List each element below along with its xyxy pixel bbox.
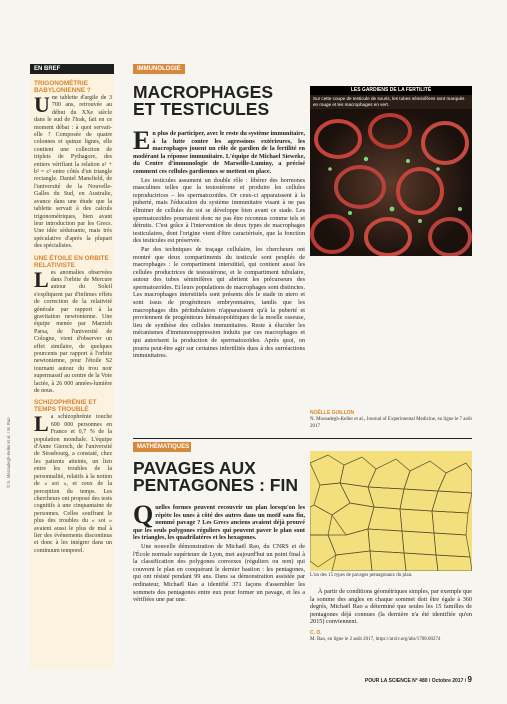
figure-testis-section <box>310 86 472 256</box>
figure-title: LES GARDIENS DE LA FERTILITÉ <box>310 86 472 95</box>
article1-reference: N. Mossadegh-Keller et al., Journal of Experimental Medicine, en ligne le 7 août 2017 <box>310 417 472 429</box>
section-divider <box>133 438 472 439</box>
brief-text-2: Les anomalies observées dans l'orbite de Mercure autour du Soleil s'expliquent par d'infimes effets de correction de la relativité générale par rapport à la gravitation newtonienne. Une équipe menée par Marzieh Parsa, de l'université de Cologne, vient d'observer un effet similaire, de quelques pourcents par rapport à l'orbite newtonienne, pour l'étoile S2 tournant autour du trou noir supermassif au centre de la Voie lactée, à 26 000 années-lumière de nous. <box>34 266 112 395</box>
article2-col1 <box>133 500 305 604</box>
article1-para3: Par des techniques de traçage cellulaire, les chercheurs ont montré que deux compartiments du testicule sont peuplés de macrophages : le compartiment interstitiel, qui contient aussi les cellules productrices de testostérone, et le compartiment tubulaire, autour des tubes séminifères qui abritent les précurseurs des spermatozoïdes. Et leurs populations de macrophages sont distinctes. Les macrophages interstitiels sont présents dès le stade in utero et sont issus de progéniteurs embryonnaires, tandis que les macrophages dits péritubulaires n'apparaissent qu'à la puberté et proviennent de progéniteurs hématopoïétiques de la moelle osseuse, lieu de synthèse des cellules immunitaires. Reste à élucider les mécanismes d'immunosuppression induits par ces macrophages et qui autorisent la production de spermatozoïdes. Après quoi, on pourra peut-être agir sur certaines infertilités dues à des surréactions immunitaires. <box>133 245 305 360</box>
article2-reference: M. Rao, en ligne le 2 août 2017, https://arxiv.org/abs/1708.00274 <box>310 636 441 642</box>
article2-para3: À partir de conditions géométriques simples, par exemple que la somme des angles en chaque sommet doit être égale à 360 degrés, Michaël Rao a déterminé que seules les 15 familles de pentagones déjà connues (la dernière n'a été identifiée qu'en 2015) conviennent. <box>310 588 472 626</box>
side-photo-credit: © N. Mossadegh-Keller et al. / M. Rao <box>6 417 11 488</box>
article1-col2 <box>310 260 472 430</box>
section-tag-mathematiques: MATHÉMATIQUES <box>133 442 191 452</box>
section-tag-immunologie: IMMUNOLOGIE <box>133 64 185 74</box>
sidebar-tag: EN BREF <box>30 64 114 74</box>
page-footer <box>360 676 472 685</box>
figure2-caption: L'un des 15 types de pavages pentagonaux du plan. <box>310 573 413 578</box>
pentagon-tiling-image <box>310 451 472 571</box>
article2-para2: Une nouvelle démonstration de Michaël Rao, du CNRS et de l'École normale supérieure de Lyon, met aujourd'hui un point final à la classification des polygones convexes (réguliers ou non) qui couvrent le plan en conquérant le dernier bastion : les pentagones, qui ont résisté pendant 99 ans. Dans sa démonstration assistée par ordinateur, Michaël Rao a identifié 371 façons d'assembler les sommets des pentagones entre eux pour former un pavage, et les a vérifiées une par une. <box>133 542 305 604</box>
article1-para2: Les testicules assument un double rôle : libérer des hormones masculines telles que la testostérone et produire les cellules reproductrices – les spermatozoïdes. Or ceux-ci apparaissent à la puberté, mais l'éducation du système immunitaire visant à ne pas éliminer de cellules du soi se développe bien avant ce stade. Les spermatozoïdes pourraient donc ne pas être reconnus comme tels et détruits. C'est grâce à l'intervention de deux types de macrophages testiculaires, dont l'origine vient d'être caractérisée, que la fonction des testicules est préservée. <box>133 176 305 245</box>
article1-col1 <box>133 126 306 360</box>
brief-title-3: SCHIZOPHRÉNIE ET TEMPS TROUBLÉ <box>34 399 97 414</box>
article2-col2 <box>310 588 472 643</box>
article1-author: NOËLLE GUILLON <box>310 410 355 416</box>
brief-title-1: TRIGONOMÉTRIE BABYLONIENNE ? <box>34 80 91 94</box>
article1-lead: En plus de participer, avec le reste du système immunitaire, à la lutte contre les agressions extérieures, les macrophages jouent un rôle de gardien de la fertilité en modérant la réponse immunitaire. L'équipe de Michael Sieweke, du Centre d'immunologie de Marseille-Luminy, a précisé comment ces cellules gardiennes se mettent en place. <box>133 126 306 175</box>
figure-pentagon-tiling <box>310 451 472 571</box>
article2-lead: Quelles formes peuvent recouvrir un plan lorsqu'on les répète les unes à côté des autres dans un motif sans fin, nommé pavage ? Les Grecs anciens avaient déjà prouvé que les seuls polygones réguliers qui peuvent paver le plan sont les triangles, les quadrilatères et les hexagones. <box>133 500 305 542</box>
article2-author: C. O. <box>310 629 322 636</box>
brief-title-2: UNE ÉTOILE EN ORBITE RELATIVISTE <box>34 254 109 269</box>
article2-title: PAVAGES AUX PENTAGONES : FIN <box>133 458 298 495</box>
brief-text-1: Une tablette d'argile de 3 700 ans, retrouvée au début du XXe siècle dans le sud de l'Irak, fait en ce moment débat : à quoi servait-elle ? Composée de quatre colonnes et quinze lignes, elle contient une collection de triplets de Pythagore, des entiers vérifiant la relation a² + b² = c² entre côtés d'un triangle rectangle. Daniel Mansfield, de l'université de la Nouvelle-Galles du Sud, en Australie, avance dans une étude que la tablette servait à des calculs trigonométriques, bien avant leur introduction par les Grecs. Une idée séduisante, mais très spéculative d'après la plupart des spécialistes. <box>34 92 112 250</box>
figure-caption: Sur cette coupe de testicule de souris, les tubes séminifères sont marqués en rouge et les macrophages en vert. <box>313 96 465 107</box>
page-number: 9 <box>467 675 472 684</box>
article1-title: MACROPHAGES ET TESTICULES <box>133 82 274 119</box>
microscopy-image <box>310 109 472 256</box>
brief-text-3: La schizophrénie touche 600 000 personnes en France et 0,7 % de la population mondiale. L'équipe d'Anne Giersch, de l'université de Strasbourg, a constaté, chez les patients atteints, un lien entre les troubles de la personnalité, relatifs à la notion de « soi », et ceux de la perception du temps. Les chercheurs ont proposé des tests cognitifs à une cinquantaine de personnes. Celles souffrant le plus des troubles du « soi » avaient aussi le plus de mal à lier des événements discontinus et donc à les intégrer dans un continuum temporel. <box>34 411 112 554</box>
sidebar-content <box>34 80 112 555</box>
footer-text: POUR LA SCIENCE N° 480 / Octobre 2017 / <box>364 678 467 684</box>
